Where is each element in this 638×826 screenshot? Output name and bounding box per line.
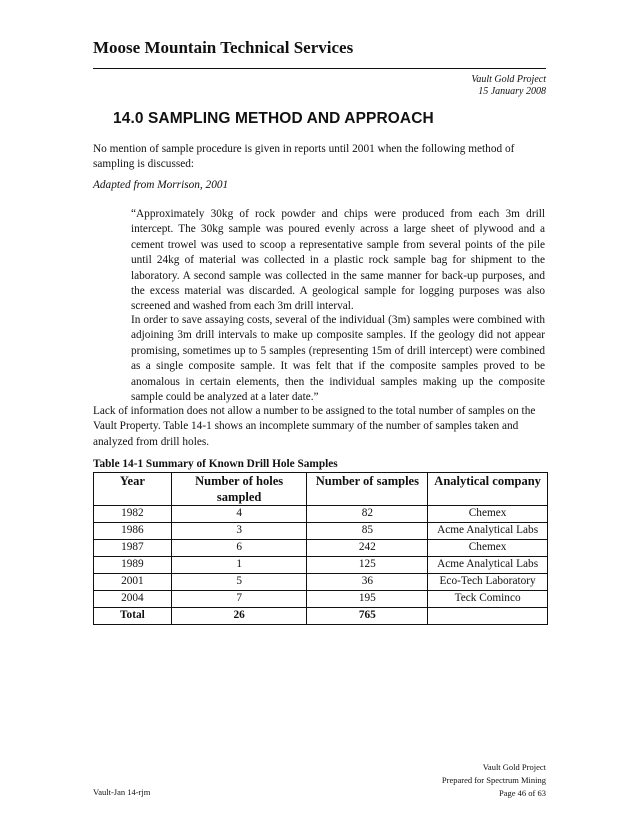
footer-info xyxy=(442,761,546,800)
section-title: 14.0 SAMPLING METHOD AND APPROACH xyxy=(113,110,434,127)
cell-company: Eco-Tech Laboratory xyxy=(428,574,548,591)
total-company xyxy=(428,608,548,625)
cell-holes: 3 xyxy=(171,523,307,540)
cell-year: 2001 xyxy=(94,574,172,591)
footer-page-number: Page 46 of 63 xyxy=(499,788,546,798)
total-samples: 765 xyxy=(307,608,428,625)
cell-holes: 4 xyxy=(171,506,307,523)
header-year: Year xyxy=(94,473,172,506)
cell-year: 1986 xyxy=(94,523,172,540)
table-total-row xyxy=(94,608,548,625)
header-project-info xyxy=(471,74,546,98)
table-row xyxy=(94,557,548,574)
cell-samples: 242 xyxy=(307,540,428,557)
cell-year: 1987 xyxy=(94,540,172,557)
cell-company: Teck Cominco xyxy=(428,591,548,608)
cell-holes: 5 xyxy=(171,574,307,591)
footer-doc-id: Vault-Jan 14-rjm xyxy=(93,787,151,797)
table-row xyxy=(94,523,548,540)
cell-company: Chemex xyxy=(428,506,548,523)
cell-company: Acme Analytical Labs xyxy=(428,523,548,540)
quote-paragraph-2: In order to save assaying costs, several of the individual (3m) samples were combined with adjoining 3m drill intervals to make up composite samples. If the geology did not appear promising, sometimes up to 5 samples (representing 15m of drill intercept) were combined as a single composite sample. It was felt that if the composite samples proved to be anomalous in certain elements, then the individual samples making up the composite sample could be analyzed at a later date.” xyxy=(131,314,545,404)
cell-samples: 36 xyxy=(307,574,428,591)
total-holes: 26 xyxy=(171,608,307,625)
table-row xyxy=(94,574,548,591)
table-row xyxy=(94,540,548,557)
samples-table xyxy=(93,472,548,625)
table-caption: Table 14-1 Summary of Known Drill Hole Samples xyxy=(93,458,338,470)
header-date: 15 January 2008 xyxy=(478,86,546,97)
header-company: Analytical company xyxy=(428,473,548,506)
closing-paragraph: Lack of information does not allow a number to be assigned to the total number of samples on the Vault Property. Table 14-1 shows an incomplete summary of the number of samples taken and analyzed from drill holes. xyxy=(93,405,536,448)
header-project-name: Vault Gold Project xyxy=(471,74,546,85)
table-row xyxy=(94,591,548,608)
cell-holes: 6 xyxy=(171,540,307,557)
cell-samples: 195 xyxy=(307,591,428,608)
header-samples: Number of samples xyxy=(307,473,428,506)
cell-company: Chemex xyxy=(428,540,548,557)
cell-company: Acme Analytical Labs xyxy=(428,557,548,574)
table-header-row xyxy=(94,473,548,506)
cell-holes: 7 xyxy=(171,591,307,608)
header-rule xyxy=(93,68,546,69)
table-row xyxy=(94,506,548,523)
cell-year: 2004 xyxy=(94,591,172,608)
company-name: Moose Mountain Technical Services xyxy=(93,38,354,57)
cell-year: 1982 xyxy=(94,506,172,523)
footer-project: Vault Gold Project xyxy=(482,762,546,772)
source-citation: Adapted from Morrison, 2001 xyxy=(93,179,229,191)
cell-holes: 1 xyxy=(171,557,307,574)
cell-year: 1989 xyxy=(94,557,172,574)
quote-paragraph-1: “Approximately 30kg of rock powder and chips were produced from each 3m drill intercept. The 30kg sample was poured evenly across a large sheet of plywood and a cement trowel was used to scoop a representative sample from several points of the pile until 24kg of material was collected in a plastic rock sample bag for shipment to the laboratory. A second sample was collected in the same manner for back-up purposes, and the excess material was discarded. A geological sample for logging purposes was also screened and washed from each 3m drill interval. xyxy=(131,208,545,313)
footer-prepared-for: Prepared for Spectrum Mining xyxy=(441,775,546,785)
total-label: Total xyxy=(94,608,172,625)
cell-samples: 82 xyxy=(307,506,428,523)
cell-samples: 125 xyxy=(307,557,428,574)
intro-paragraph: No mention of sample procedure is given in reports until 2001 when the following method of sampling is discussed: xyxy=(93,143,515,171)
cell-samples: 85 xyxy=(307,523,428,540)
header-holes: Number of holes sampled xyxy=(171,473,307,506)
